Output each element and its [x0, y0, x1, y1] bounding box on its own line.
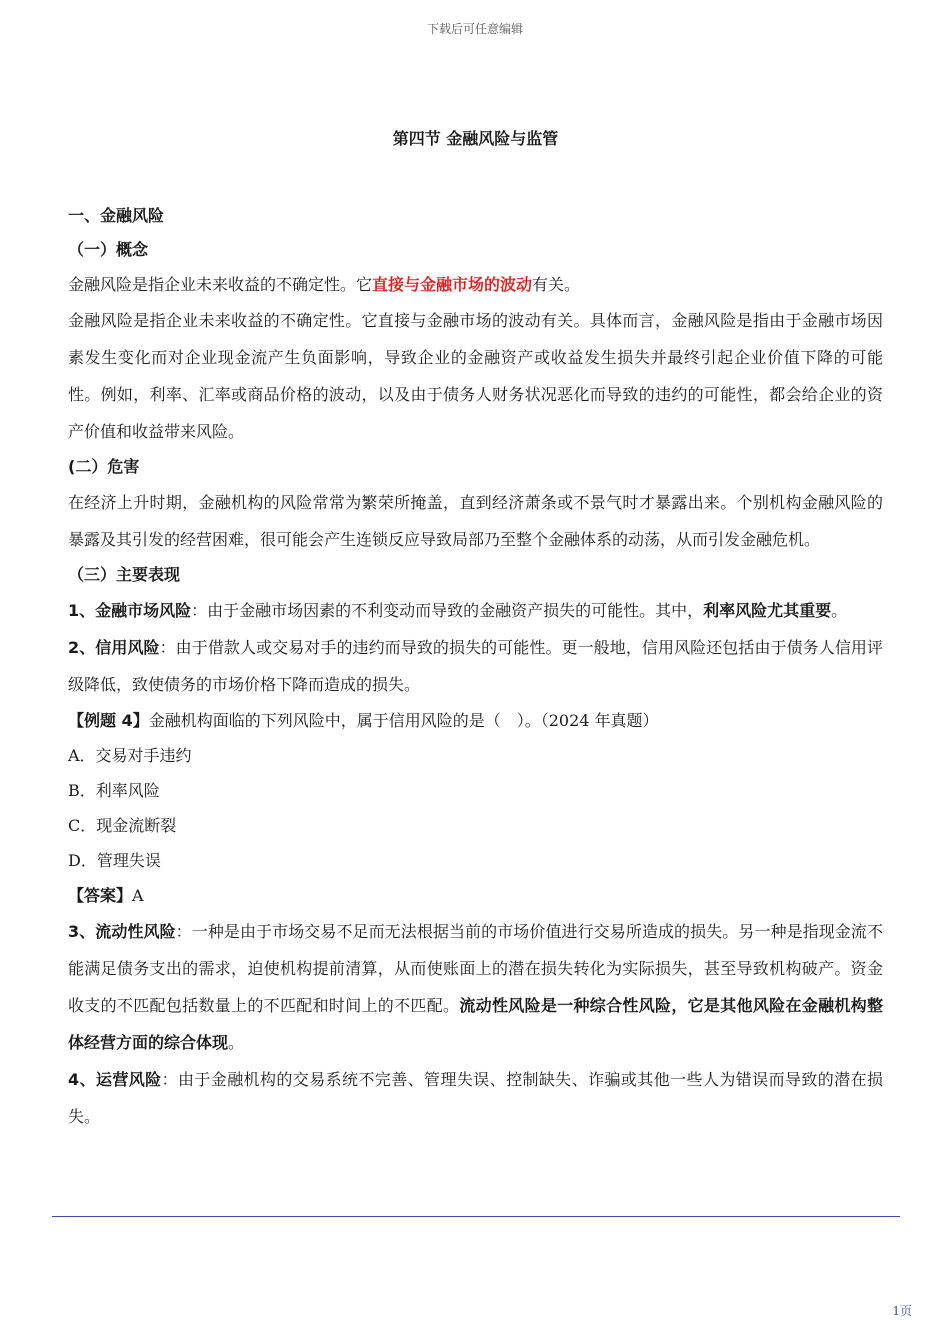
liquidity-risk-paragraph [68, 913, 883, 1061]
example-question-text: 金融机构面临的下列风险中，属于信用风险的是（ ）。（2024 年真题） [148, 711, 659, 730]
heading-harm: (二）危害 [68, 457, 140, 476]
credit-risk-text: ：由于借款人或交易对手的违约而导致的损失的可能性。更一般地，信用风险还包括由于债务人信用评级降低，致使债务的市场价格下降而造成的损失。 [68, 638, 883, 694]
liquidity-risk-end: 。 [228, 1033, 245, 1052]
document-body [68, 125, 883, 1135]
liquidity-risk-label: 3、流动性风险 [68, 922, 176, 941]
liquidity-risk-text: ：一种是由于市场交易不足而无法根据当前的市场价值进行交易所造成的损失。另一种是指现金流不能满足债务支出的需求，迫使机构提前清算，从而使账面上的潜在损失转化为实际损失，甚至导致机构破产。资金收支的不匹配包括数量上的不匹配和时间上的不匹配。 [68, 922, 883, 1015]
heading-financial-risk: 一、金融风险 [68, 206, 165, 225]
example-option-c: C．现金流断裂 [68, 816, 177, 835]
operational-risk-paragraph [68, 1061, 883, 1135]
credit-risk-label: 2、信用风险 [68, 638, 160, 657]
liquidity-risk-emphasis: 流动性风险是一种综合性风险，它是其他风险在金融机构整体经营方面的综合体现 [68, 996, 883, 1052]
market-risk-paragraph [68, 592, 883, 629]
example-option-d: D．管理失误 [68, 851, 161, 870]
heading-main-forms: （三）主要表现 [68, 565, 181, 584]
example-option-b: B．利率风险 [68, 781, 160, 800]
operational-risk-text: ：由于金融机构的交易系统不完善、管理失误、控制缺失、诈骗或其他一些人为错误而导致的潜在损失。 [68, 1070, 883, 1126]
answer-label: 【答案】 [68, 886, 133, 905]
header-note: 下载后可任意编辑 [426, 22, 523, 36]
concept-paragraph-2: 金融风险是指企业未来收益的不确定性。它直接与金融市场的波动有关。具体而言，金融风险是指由于金融市场因素发生变化而对企业现金流产生负面影响，导致企业的金融资产或收益发生损失并最终引起企业价值下降的可能性。例如，利率、汇率或商品价格的波动，以及由于债务人财务状况恶化而导致的违约的可能性，都会给企业的资产价值和收益带来风险。 [68, 311, 883, 441]
market-risk-end: 。 [831, 601, 848, 620]
example-label: 【例题 4】 [68, 711, 149, 730]
harm-paragraph: 在经济上升时期，金融机构的风险常常为繁荣所掩盖，直到经济萧条或不景气时才暴露出来。个别机构金融风险的暴露及其引发的经营困难，很可能会产生连锁反应导致局部乃至整个金融体系的动荡，从而引发金融危机。 [68, 493, 883, 549]
concept-p1-highlight: 直接与金融市场的波动 [372, 275, 533, 294]
concept-p1-post: 有关。 [532, 275, 581, 294]
example-option-a: A．交易对手违约 [68, 746, 192, 765]
operational-risk-label: 4、运营风险 [68, 1070, 162, 1089]
example-question [68, 703, 883, 738]
heading-concept: （一）概念 [68, 240, 149, 259]
market-risk-emphasis: 利率风险尤其重要 [703, 601, 832, 620]
credit-risk-paragraph [68, 629, 883, 703]
example-answer [68, 878, 883, 913]
market-risk-label: 1、金融市场风险 [68, 601, 192, 620]
footer-divider [52, 1216, 900, 1217]
market-risk-text: ：由于金融市场因素的不利变动而导致的金融资产损失的可能性。其中， [191, 601, 704, 620]
answer-value: A [132, 886, 144, 905]
concept-paragraph-1 [68, 267, 883, 302]
concept-p1-pre: 金融风险是指企业未来收益的不确定性。它 [68, 275, 373, 294]
section-title: 第四节 金融风险与监管 [392, 129, 559, 148]
page-number: 1页 [892, 1304, 912, 1318]
